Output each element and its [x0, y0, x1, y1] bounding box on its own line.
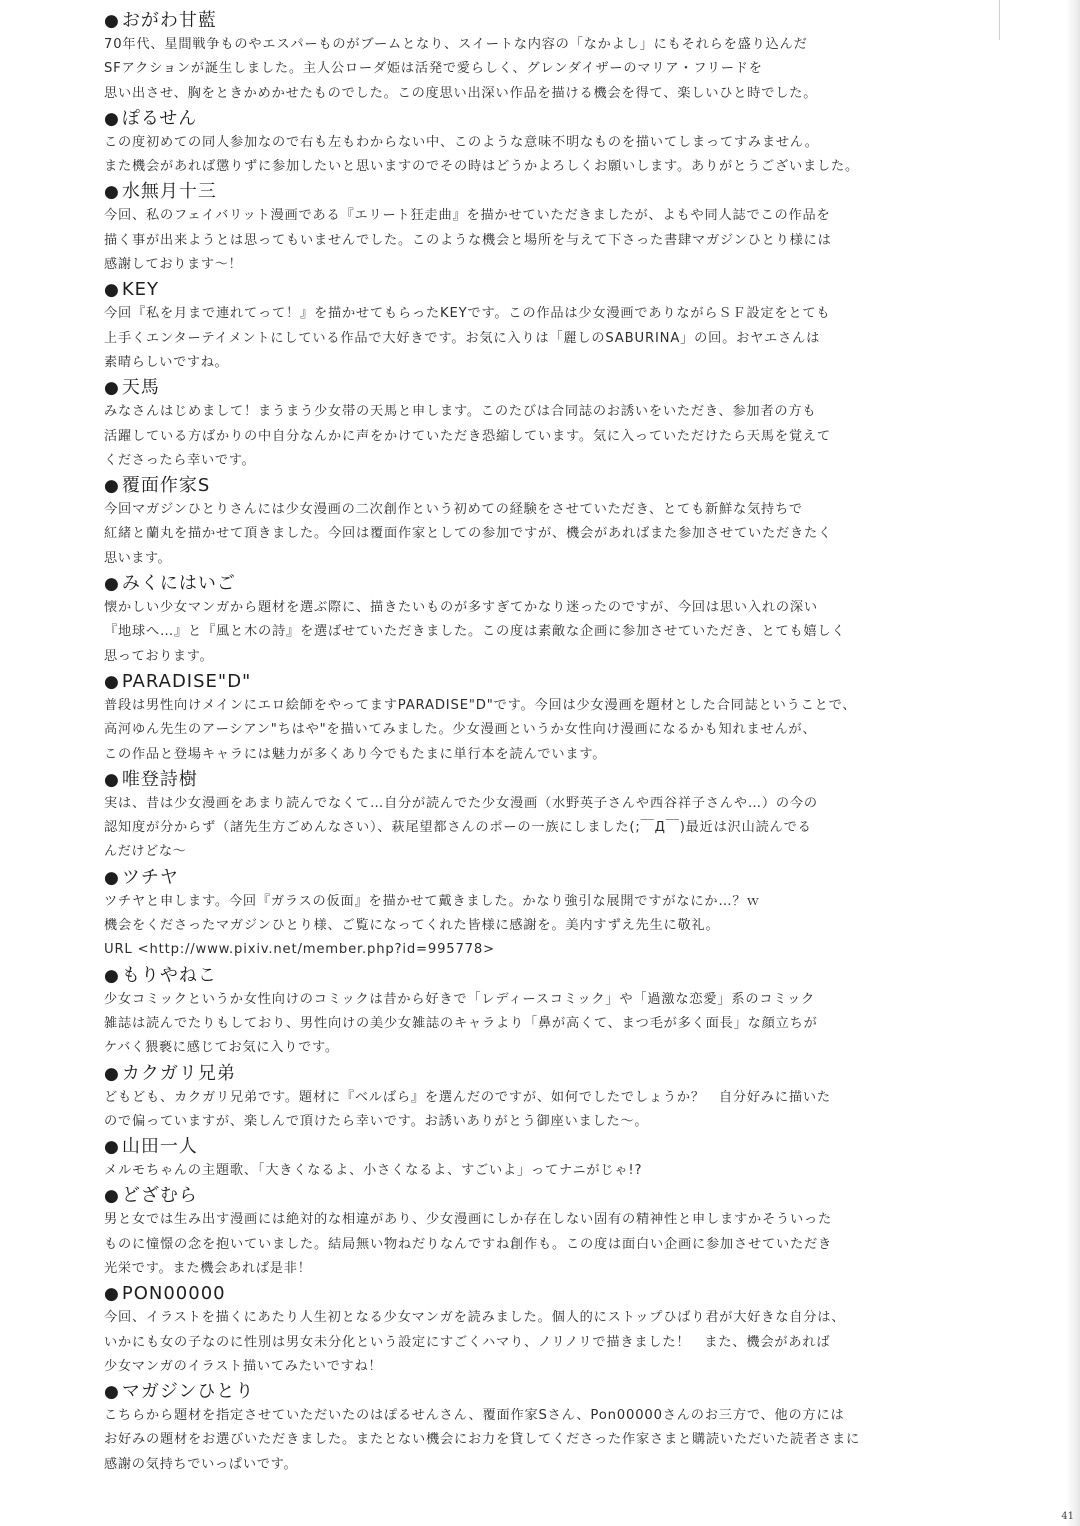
comment-line: 思い出させ、胸をときかめかせたものでした。この度思い出深い作品を描ける機会を得て、楽しいひと時でした。	[104, 85, 818, 101]
comment-line: 少女コミックというか女性向けのコミックは昔から好きで「レディースコミック」や「過激な恋愛」系のコミック	[104, 991, 816, 1007]
comment-line: 今回、私のフェイバリット漫画である『エリート狂走曲』を描かせていただきましたが、よもや同人誌でこの作品を	[104, 208, 831, 224]
bullet-dot-icon: ●	[104, 965, 120, 986]
author-name-text: PARADISE"D"	[121, 670, 252, 692]
author-name	[104, 669, 974, 694]
author-name	[104, 375, 974, 400]
author-name	[104, 473, 974, 498]
comment-line: ので偏っていますが、楽しんで頂けたら幸いです。お誘いありがとう御座いました～。	[104, 1113, 649, 1129]
author-entry	[104, 1281, 974, 1379]
author-name-text: ぽるせん	[121, 107, 198, 129]
comment-line: ケバく猥褻に感じてお気に入りです。	[104, 1040, 339, 1056]
author-name	[104, 865, 974, 890]
author-entry	[104, 963, 974, 1061]
author-name-text: PON00000	[121, 1283, 226, 1305]
author-entry	[104, 1379, 974, 1477]
author-name-text: ツチヤ	[121, 866, 179, 888]
bullet-dot-icon: ●	[104, 108, 120, 129]
comment-line: 素晴らしいですね。	[104, 354, 229, 370]
comment-line: 上手くエンターテイメントにしている作品で大好きです。お気に入りは「麗しのSABURINA」の回。おヤエさんは	[104, 330, 821, 346]
author-name-text: もりやねこ	[121, 964, 217, 986]
author-name	[104, 1281, 974, 1306]
comment-line: 機会をくださったマガジンひとり様、ご覧になってくれた皆様に感謝を。美内すずえ先生に敬礼。	[104, 918, 720, 934]
comment-line: ツチヤと申します。今回『ガラスの仮面』を描かせて戴きました。かなり強引な展開ですがなにか…？ｗ	[104, 893, 761, 909]
comment-line: この度初めての同人参加なので右も左もわからない中、このような意味不明なものを描いてしまってすみません。	[104, 134, 819, 150]
comment-line: 感謝の気持ちでいっぱいです。	[104, 1456, 298, 1472]
comment-line: 思います。	[104, 550, 172, 566]
author-name-text: 水無月十三	[121, 181, 217, 203]
author-entry	[104, 375, 974, 473]
comment-line: ものに憧憬の念を抱いていました。結局無い物ねだりなんですね創作も。この度は面白い企画に参加させていただき	[104, 1236, 832, 1252]
comment-line: 活躍している方ばかりの中自分なんかに声をかけていただき恐縮しています。気に入っていただけたら天馬を覚えて	[104, 428, 831, 444]
author-entry	[104, 571, 974, 669]
bullet-dot-icon: ●	[104, 671, 120, 692]
comment-line: 男と女では生み出す漫画には絶対的な相違があり、少女漫画にしか存在しない固有の精神性と申しますかそういった	[104, 1212, 832, 1228]
bullet-dot-icon: ●	[104, 1382, 120, 1403]
author-name-text: みくにはいご	[121, 573, 236, 595]
author-name-text: カクガリ兄弟	[121, 1062, 236, 1084]
comment-line: 紅緒と蘭丸を描かせて頂きました。今回は覆面作家としての参加ですが、機会があればまた参加させていただきたく	[104, 526, 832, 542]
author-entry	[104, 1061, 974, 1135]
afterword-list	[104, 8, 974, 1477]
comment-line: 描く事が出来ようとは思ってもいませんでした。このような機会と場所を与えて下さった書肆マガジンひとり様には	[104, 232, 832, 248]
author-name	[104, 277, 974, 302]
comment-line: また機会があれば懲りずに参加したいと思いますのでその時はどうかよろしくお願いします。ありがとうございました。	[104, 159, 859, 175]
author-entry	[104, 473, 974, 571]
comment-line: 今回マガジンひとりさんには少女漫画の二次創作という初めての経験をさせていただき、とても新鮮な気持ちで	[104, 502, 803, 518]
author-entry	[104, 865, 974, 963]
author-entry	[104, 1183, 974, 1281]
author-name	[104, 767, 974, 792]
author-entry	[104, 277, 974, 375]
author-name	[104, 571, 974, 596]
comment-line: 思っております。	[104, 648, 214, 664]
author-name	[104, 1061, 974, 1086]
bullet-dot-icon: ●	[104, 769, 120, 790]
comment-line: 70年代、星間戦争ものやエスパーものがブームとなり、スイートな内容の「なかよし」にもそれらを盛り込んだ	[104, 37, 808, 52]
author-name	[104, 1183, 974, 1208]
comment-line: SFアクションが誕生しました。主人公ローダ姫は活発で愛らしく、グレンダイザーのマリア・フリードを	[104, 61, 763, 77]
comment-line: 雑誌は読んでたりもしており、男性向けの美少女雑誌のキャラより「鼻が高くて、まつ毛が多く面長」な顔立ちが	[104, 1015, 818, 1031]
author-entry	[104, 767, 974, 865]
author-name-text: KEY	[121, 279, 160, 301]
author-name-text: どざむら	[121, 1185, 198, 1207]
author-entry	[104, 8, 974, 106]
comment-line: 光栄です。また機会あれば是非！	[104, 1260, 312, 1276]
comment-line: 実は、昔は少女漫画をあまり読んでなくて…自分が読んでた少女漫画（水野英子さんや西谷祥子さんや…）の今の	[104, 795, 818, 811]
page-number: 41	[1061, 1511, 1074, 1522]
bullet-dot-icon: ●	[104, 280, 120, 301]
author-entry	[104, 1134, 974, 1183]
author-entry	[104, 179, 974, 277]
comment-line: メルモちゃんの主題歌、「大きくなるよ、小さくなるよ、すごいよ」ってナニがじゃ!?	[104, 1163, 643, 1179]
bullet-dot-icon: ●	[104, 867, 120, 888]
comment-line: 認知度が分からず（諸先生方ごめんなさい）、萩尾望都さんのポーの一族にしました(;￣Д￣)最近は沢山読んでる	[104, 820, 812, 836]
author-name	[104, 106, 974, 131]
comment-line: 高河ゆん先生のアーシアン"ちはや"を描いてみました。少女漫画というか女性向け漫画になるかも知れませんが、	[104, 722, 817, 738]
comment-line: お好みの題材をお選びいただきました。またとない機会にお力を貸してくださった作家さまと購読いただいた読者さまに	[104, 1432, 861, 1448]
comment-line: 『地球へ…』と『風と木の詩』を選ばせていただきました。この度は素敵な企画に参加させていただき、とても嬉しく	[104, 624, 846, 640]
author-name-text: 山田一人	[121, 1136, 198, 1158]
author-name-text: 覆面作家S	[121, 475, 211, 497]
comment-line: 懐かしい少女マンガから題材を選ぶ際に、描きたいものが多すぎてかなり迷ったのですが、今回は思い入れの深い	[104, 600, 818, 616]
author-name-text: 天馬	[121, 377, 160, 399]
author-name	[104, 1134, 974, 1159]
scan-edge-mark	[999, 0, 1020, 40]
bullet-dot-icon: ●	[104, 11, 120, 31]
bullet-dot-icon: ●	[104, 1137, 120, 1158]
comment-line: この作品と登場キャラには魅力が多くあり今でもたまに単行本を読んでいます。	[104, 746, 607, 762]
comment-line: んだけどな～	[104, 844, 187, 860]
author-name	[104, 179, 974, 204]
comment-line: 今回、イラストを描くにあたり人生初となる少女マンガを読みました。個人的にストップひばり君が大好きな自分は、	[104, 1310, 846, 1326]
bullet-dot-icon: ●	[104, 1284, 120, 1305]
scan-edge	[1066, 0, 1080, 1526]
comment-line: 普段は男性向けメインにエロ絵師をやってますPARADISE"D"です。今回は少女漫画を題材とした合同誌ということで、	[104, 697, 857, 713]
bullet-dot-icon: ●	[104, 378, 120, 399]
author-name-text: 唯登詩樹	[121, 768, 198, 790]
comment-line: 今回『私を月まで連れてって！』を描かせてもらったKEYです。この作品は少女漫画でありながらＳＦ設定をとても	[104, 306, 831, 322]
author-entry	[104, 106, 974, 180]
author-entry	[104, 669, 974, 767]
author-name-text: おがわ甘藍	[121, 10, 217, 31]
bullet-dot-icon: ●	[104, 1186, 120, 1207]
comment-line: URL <http://www.pixiv.net/member.php?id=995778>	[104, 942, 495, 958]
bullet-dot-icon: ●	[104, 574, 120, 595]
comment-line: くださったら幸いです。	[104, 452, 256, 468]
author-name	[104, 8, 974, 33]
comment-line: みなさんはじめまして！まうまう少女帯の天馬と申します。このたびは合同誌のお誘いをいただき、参加者の方も	[104, 404, 817, 420]
bullet-dot-icon: ●	[104, 182, 120, 203]
comment-line: こちらから題材を指定させていただいたのはぽるせんさん、覆面作家Sさん、Pon00000さんのお三方で、他の方には	[104, 1408, 845, 1424]
comment-line: 少女マンガのイラスト描いてみたいですね！	[104, 1358, 383, 1374]
comment-line: どもども、カクガリ兄弟です。題材に『ベルばら』を選んだのですが、如何でしたでしょうか？ 自分好みに描いた	[104, 1089, 831, 1105]
author-name	[104, 963, 974, 988]
bullet-dot-icon: ●	[104, 476, 120, 497]
comment-line: いかにも女の子なのに性別は男女未分化という設定にすごくハマり、ノリノリで描きました！ また、機会があれば	[104, 1334, 831, 1350]
author-name	[104, 1379, 974, 1404]
comment-line: 感謝しております～！	[104, 257, 243, 273]
bullet-dot-icon: ●	[104, 1063, 120, 1084]
author-name-text: マガジンひとり	[121, 1381, 255, 1403]
